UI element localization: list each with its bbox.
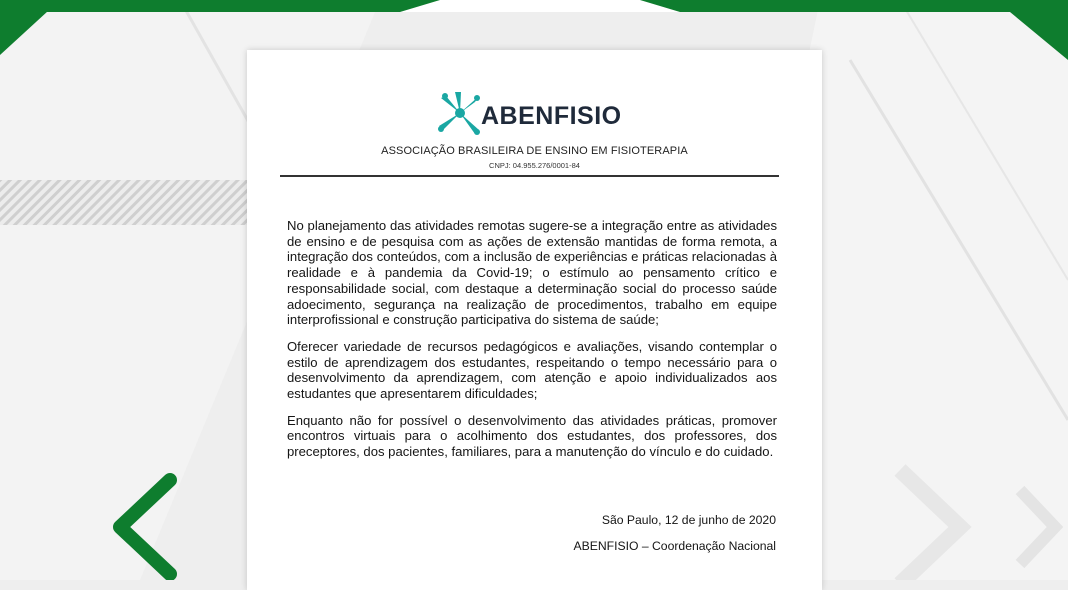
organization-name: ASSOCIAÇÃO BRASILEIRA DE ENSINO EM FISIOTERAPIA [381,145,688,157]
logo [437,90,637,140]
paragraph: Enquanto não for possível o desenvolvimento das atividades práticas, promover encontros virtuais para o acolhimento dos estudantes, dos professores, dos preceptores, dos pacientes, familiares, para a manutenção do vínculo e do cuidado. [287,412,777,460]
letter-body [287,218,777,471]
paragraph: Oferecer variedade de recursos pedagógicos e avaliações, visando contemplar o estilo de aprendizagem dos estudantes, respeitando o tempo necessário para o desenvolvimento da aprendizagem, com atenção e apoio individualizados aos estudantes que apresentarem dificuldades; [287,338,777,402]
letter-page [247,50,822,590]
physio-figure-icon [437,90,483,140]
organization-cnpj: CNPJ: 04.955.276/0001-84 [489,161,580,170]
place-date: São Paulo, 12 de junho de 2020 [601,513,776,527]
hatched-band [0,180,248,225]
header-divider [280,175,779,177]
paragraph: No planejamento das atividades remotas sugere-se a integração entre as atividades de ensino e de pesquisa com as ações de extensão mantidas de forma remota, a integração dos conteúdos, com a inclusão de experiências e práticas relacionadas à realidade e à pandemia da Covid-19; o estímulo ao pensamento crítico e responsabilidade social, com destaque a determinação social do processo saúde adoecimento, segurança na realização de procedimentos, trabalho em equipe interprofissional e construção participativa do sistema de saúde; [287,218,777,328]
logo-wordmark: ABENFISIO [481,102,622,130]
signature-author: ABENFISIO – Coordenação Nacional [573,539,776,553]
